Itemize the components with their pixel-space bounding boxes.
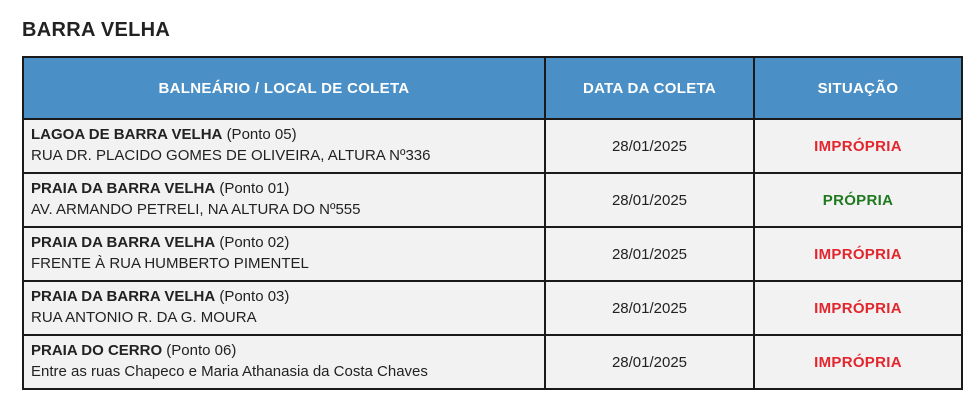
table-row xyxy=(23,119,962,173)
location-address: AV. ARMANDO PETRELI, NA ALTURA DO Nº555 xyxy=(31,201,361,218)
collection-date: 28/01/2025 xyxy=(545,119,754,173)
location-address: RUA ANTONIO R. DA G. MOURA xyxy=(31,309,257,326)
status-label: IMPRÓPRIA xyxy=(754,335,962,389)
column-header-location: BALNEÁRIO / LOCAL DE COLETA xyxy=(23,57,545,119)
collection-date: 28/01/2025 xyxy=(545,335,754,389)
sampling-point: (Ponto 06) xyxy=(166,342,237,359)
status-label: PRÓPRIA xyxy=(754,173,962,227)
beach-name: PRAIA DO CERRO xyxy=(31,342,163,359)
status-label: IMPRÓPRIA xyxy=(754,281,962,335)
column-header-date: DATA DA COLETA xyxy=(545,57,754,119)
location-address: FRENTE À RUA HUMBERTO PIMENTEL xyxy=(31,255,309,272)
table-row xyxy=(23,227,962,281)
location-cell xyxy=(23,119,545,173)
location-cell xyxy=(23,335,545,389)
location-cell xyxy=(23,173,545,227)
beach-name: PRAIA DA BARRA VELHA xyxy=(31,288,216,305)
sampling-point: (Ponto 02) xyxy=(219,234,290,251)
beach-name: PRAIA DA BARRA VELHA xyxy=(31,180,216,197)
page-title: BARRA VELHA xyxy=(22,19,171,41)
location-address: RUA DR. PLACIDO GOMES DE OLIVEIRA, ALTURA Nº336 xyxy=(31,147,431,164)
table-body xyxy=(23,119,962,389)
collection-date: 28/01/2025 xyxy=(545,227,754,281)
sampling-point: (Ponto 03) xyxy=(219,288,290,305)
location-address: Entre as ruas Chapeco e Maria Athanasia da Costa Chaves xyxy=(31,363,428,380)
sampling-point: (Ponto 05) xyxy=(226,126,297,143)
table-row xyxy=(23,281,962,335)
column-header-status: SITUAÇÃO xyxy=(754,57,962,119)
collection-date: 28/01/2025 xyxy=(545,173,754,227)
beach-name: LAGOA DE BARRA VELHA xyxy=(31,126,223,143)
location-cell xyxy=(23,227,545,281)
collection-results-table xyxy=(22,56,963,390)
sampling-point: (Ponto 01) xyxy=(219,180,290,197)
table-row xyxy=(23,173,962,227)
table-row xyxy=(23,335,962,389)
status-label: IMPRÓPRIA xyxy=(754,227,962,281)
collection-date: 28/01/2025 xyxy=(545,281,754,335)
beach-name: PRAIA DA BARRA VELHA xyxy=(31,234,216,251)
status-label: IMPRÓPRIA xyxy=(754,119,962,173)
table-header-row xyxy=(23,57,962,119)
location-cell xyxy=(23,281,545,335)
